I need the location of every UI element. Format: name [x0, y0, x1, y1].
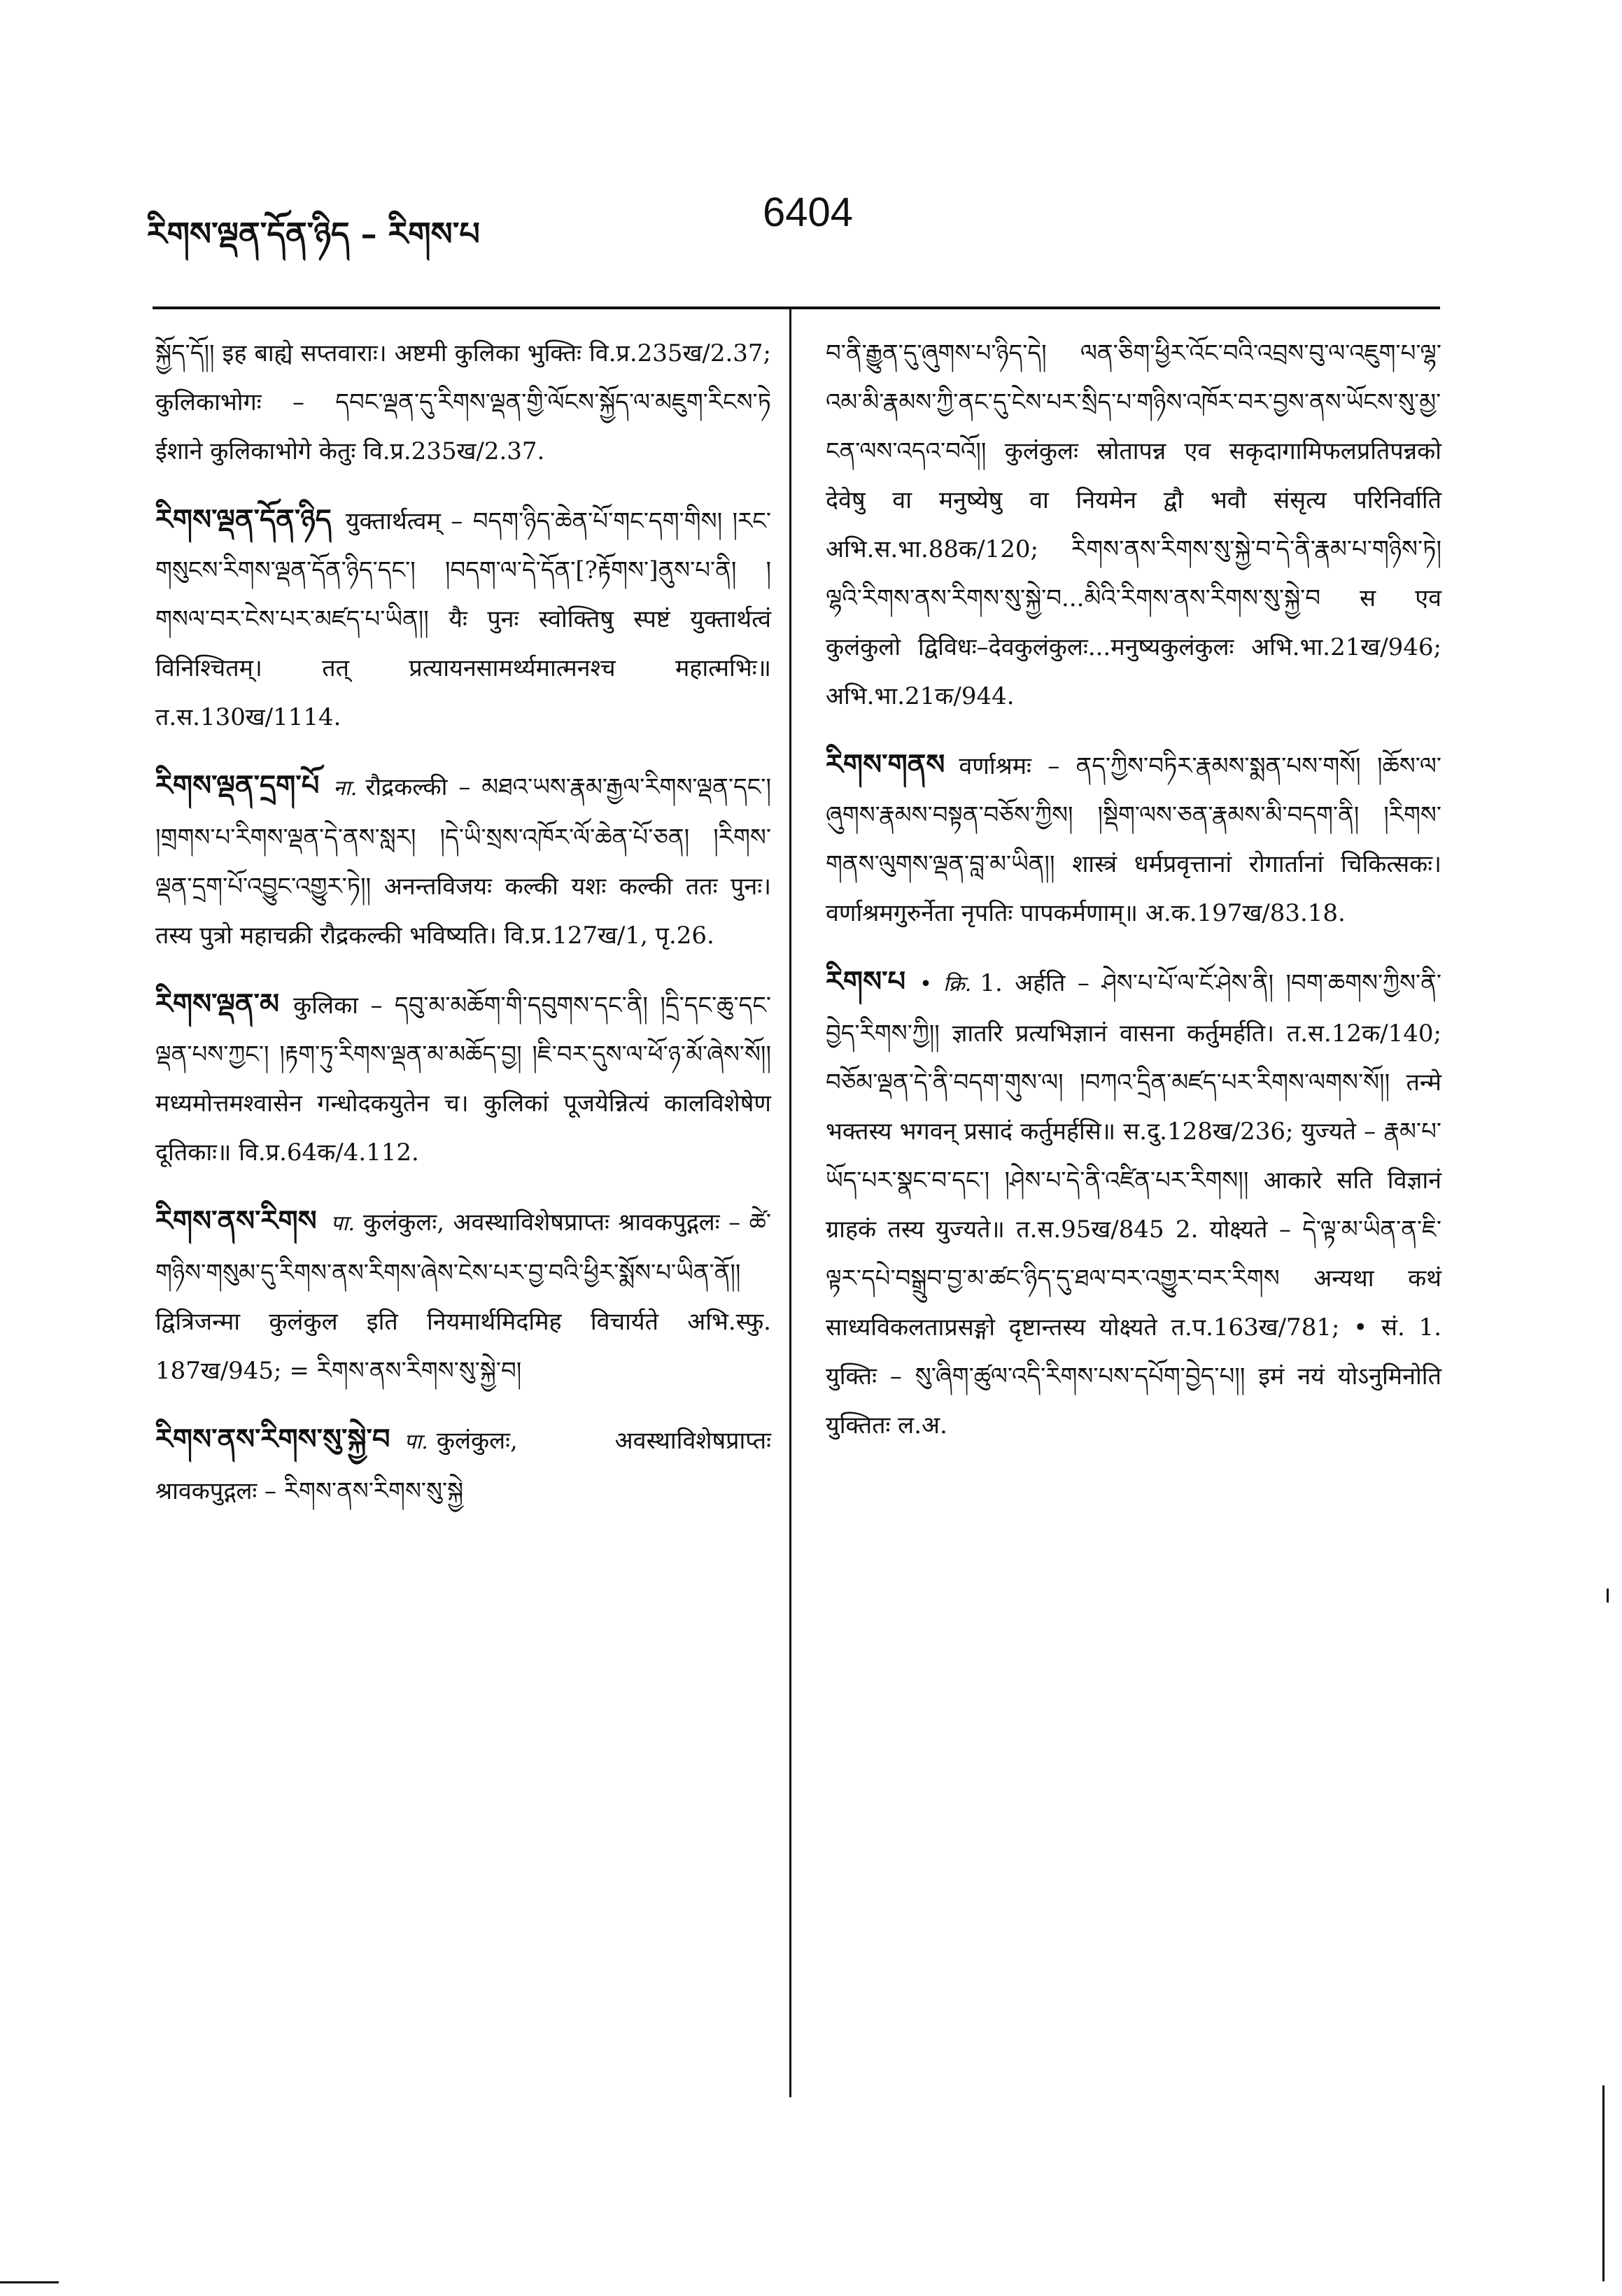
grammar-tag: • क्रि.: [919, 972, 972, 996]
entry: [155, 980, 771, 1177]
margin-mark: [1602, 2085, 1605, 2281]
entry: [155, 1197, 771, 1395]
entry: [826, 740, 1441, 938]
entry-text: སྐྱོད་དོ།། इह बाह्ये सप्तवाराः। अष्टमी कुलिका भुक्तिः वि.प्र.235ख/2.37; कुलिकाभोगः – དབང་ལྡན་དུ་རིགས་ལྡན་གྱི་ལོངས་སྐྱོད་ལ་མཇུག་རིངས་ཏེ ईशाने कुलिकाभोगे केतुः वि.प्र.235ख/2.37.: [155, 339, 771, 465]
margin-mark: [1607, 1589, 1609, 1603]
grammar-tag: ना.: [333, 776, 358, 801]
entry-text: कुलंकुलः, अवस्थाविशेषप्राप्तः श्रावकपुद्गलः – རིགས་ནས་རིགས་སུ་སྐྱེ: [155, 1427, 771, 1505]
bottom-dash: [0, 2281, 59, 2283]
entry-headword: རིགས་པ: [826, 965, 906, 998]
entry-text: वर्णाश्रमः – ནད་ཀྱིས་བཏིར་རྣམས་སྨན་པས་གསོ། །ཆོས་ལ་ཞུགས་རྣམས་བསྟན་བཅོས་ཀྱིས། །སྡིག་ལས་ཅན་རྣམས་མི་བདག་ནི། །རིགས་གནས་ལུགས་ལྡན་བླ་མ་ཡིན།། शास्त्रं धर्मप्रवृत्तानां रोगार्तानां चिकित्सकः। वर्णाश्रमगुरुर्नेता नृपतिः पापकर्मणाम्॥ अ.क.197ख/83.18.: [826, 752, 1441, 927]
grammar-tag: पा.: [330, 1211, 355, 1236]
entry-headword: རིགས་ནས་རིགས་སུ་སྐྱེ་བ: [155, 1423, 390, 1456]
entry-headword: རིགས་ལྡན་དོན་ཉིད: [155, 503, 332, 536]
entry: [826, 329, 1441, 721]
entry-text: कुलंकुलः, अवस्थाविशेषप्राप्तः श्रावकपुद्गलः – ཚེ་གཉིས་གསུམ་དུ་རིགས་ནས་རིགས་ཞེས་ངེས་པར་བྱ་བའི་ཕྱིར་སྨོས་པ་ཡིན་ནོ།། द्वित्रिजन्मा कुलंकुल इति नियमार्थमिदमिह विचार्यते अभि.स्फु. 187ख/945; = རིགས་ནས་རིགས་སུ་སྐྱེ་བ།: [155, 1209, 771, 1385]
right-column: [826, 329, 1441, 1470]
entry-text: 1. अर्हति – ཤེས་པ་པོ་ལ་ངོ་ཤེས་ནི། །བག་ཆགས་ཀྱིས་ནི་བྱེད་རིགས་ཀྱི།། ज्ञातरि प्रत्यभिज्ञानं वासना कर्तुमर्हति। त.स.12क/140; བཅོམ་ལྡན་དེ་ནི་བདག་གུས་ལ། །བཀའ་དྲིན་མཛད་པར་རིགས་ལགས་སོ།། तन्मे भक्तस्य भगवन् प्रसादं कर्तुमर्हसि॥ स.दु.128ख/236; युज्यते – རྣམ་པ་ཡོད་པར་སྣང་བ་དང་། །ཤེས་པ་དེ་ནི་འཛིན་པར་རིགས།། आकारे सति विज्ञानं ग्राहकं तस्य युज्यते॥ त.स.95ख/845 2. योक्ष्यते – དེ་ལྟ་མ་ཡིན་ན་ཇི་ལྟར་དཔེ་བསྒྲུབ་བྱ་མ་ཚང་ཉིད་དུ་ཐལ་བར་འགྱུར་བར་རིགས अन्यथा कथं साध्यविकलताप्रसङ्गो दृष्टान्तस्य योक्ष्यते त.प.163ख/781; • सं. 1. युक्तिः – སུ་ཞིག་ཚུལ་འདི་རིགས་པས་དཔོག་བྱེད་པ།། इमं नयं योऽनुमिनोति युक्तितः ल.अ.: [826, 969, 1442, 1439]
column-divider: [789, 309, 791, 2097]
left-column: [155, 329, 771, 1535]
entry: [826, 957, 1441, 1450]
entry-headword: རིགས་ནས་རིགས: [155, 1204, 317, 1237]
entry: [155, 1415, 771, 1516]
running-head: རིགས་ལྡན་དོན་ཉིད – རིགས་པ: [147, 215, 480, 253]
header-rule: [153, 307, 1440, 309]
page-header: [147, 189, 1476, 252]
entry-headword: རིགས་ལྡན་མ: [155, 987, 280, 1020]
entry-text: रौद्रकल्की – མཐའ་ཡས་རྣམ་རྒྱལ་རིགས་ལྡན་དང་། །གྲགས་པ་རིགས་ལྡན་དེ་ནས་སླར། །དེ་ཡི་སྲས་འཁོར་ལོ་ཆེན་པོ་ཅན། །རིགས་ལྡན་དྲག་པོ་འབྱུང་འགྱུར་ཏེ།། अनन्तविजयः कल्की यशः कल्की ततः पुनः। तस्य पुत्रो महाचक्री रौद्रकल्की भविष्यति। वि.प्र.127ख/1, पृ.26.: [155, 773, 771, 950]
entry-text: कुलिका – དབུ་མ་མཆོག་གི་དབུགས་དང་ནི། །དྲི་དང་ཆུ་དང་ལྡན་པས་ཀྱང་། །རྟག་ཏུ་རིགས་ལྡན་མ་མཆོད་བྱ། །ཇི་བར་དུས་ལ་ཕོ་ཉ་མོ་ཞེས་སོ།། मध्यमोत्तमश्वासेन गन्धोदकयुतेन च। कुलिकां पूजयेन्नित्यं कालविशेषेण दूतिकाः॥ वि.प्र.64क/4.112.: [155, 992, 771, 1167]
page-number: 6404: [763, 190, 854, 235]
entry: [155, 495, 771, 742]
entry: [155, 329, 771, 476]
entry-text: བ་ནི་རྒྱུན་དུ་ཞུགས་པ་ཉིད་དེ། ལན་ཅིག་ཕྱིར་འོང་བའི་འབྲས་བུ་ལ་འཇུག་པ་ལྷ་འམ་མི་རྣམས་ཀྱི་ནང་དུ་ངེས་པར་སྲིད་པ་གཉིས་འཁོར་བར་བྱས་ནས་ཡོངས་སུ་མྱ་ངན་ལས་འདའ་བའོ།། कुलंकुलः स्रोतापन्न एव सकृदागामिफलप्रतिपन्नको देवेषु वा मनुष्येषु वा नियमेन द्वौ भवौ संसृत्य परिनिर्वाति अभि.स.भा.88क/120; རིགས་ནས་རིགས་སུ་སྐྱེ་བ་དེ་ནི་རྣམ་པ་གཉིས་ཏེ། ལྷའི་རིགས་ནས་རིགས་སུ་སྐྱེ་བ...མིའི་རིགས་ནས་རིགས་སུ་སྐྱེ་བ स एव कुलंकुलो द्विविधः–देवकुलंकुलः...मनुष्यकुलंकुलः अभि.भा.21ख/946; अभि.भा.21क/944.: [826, 339, 1441, 710]
entry-text: युक्तार्थत्वम् – བདག་ཉིད་ཆེན་པོ་གང་དག་གིས། །རང་གསུངས་རིགས་ལྡན་དོན་ཉིད་དང་། །བདག་ལ་དེ་དོན་[?རྟོགས་]ནུས་པ་ནི། །གསལ་བར་ངེས་པར་མཛད་པ་ཡིན།། यैः पुनः स्वोक्तिषु स्पष्टं युक्तार्थत्वं विनिश्चितम्। तत् प्रत्यायनसामर्थ्यमात्मनश्च महात्मभिः॥ त.स.130ख/1114.: [155, 507, 771, 731]
entry-headword: རིགས་གནས: [826, 748, 945, 781]
grammar-tag: पा.: [404, 1430, 428, 1454]
entry: [155, 761, 771, 960]
entry-headword: རིགས་ལྡན་དྲག་པོ: [155, 769, 320, 802]
